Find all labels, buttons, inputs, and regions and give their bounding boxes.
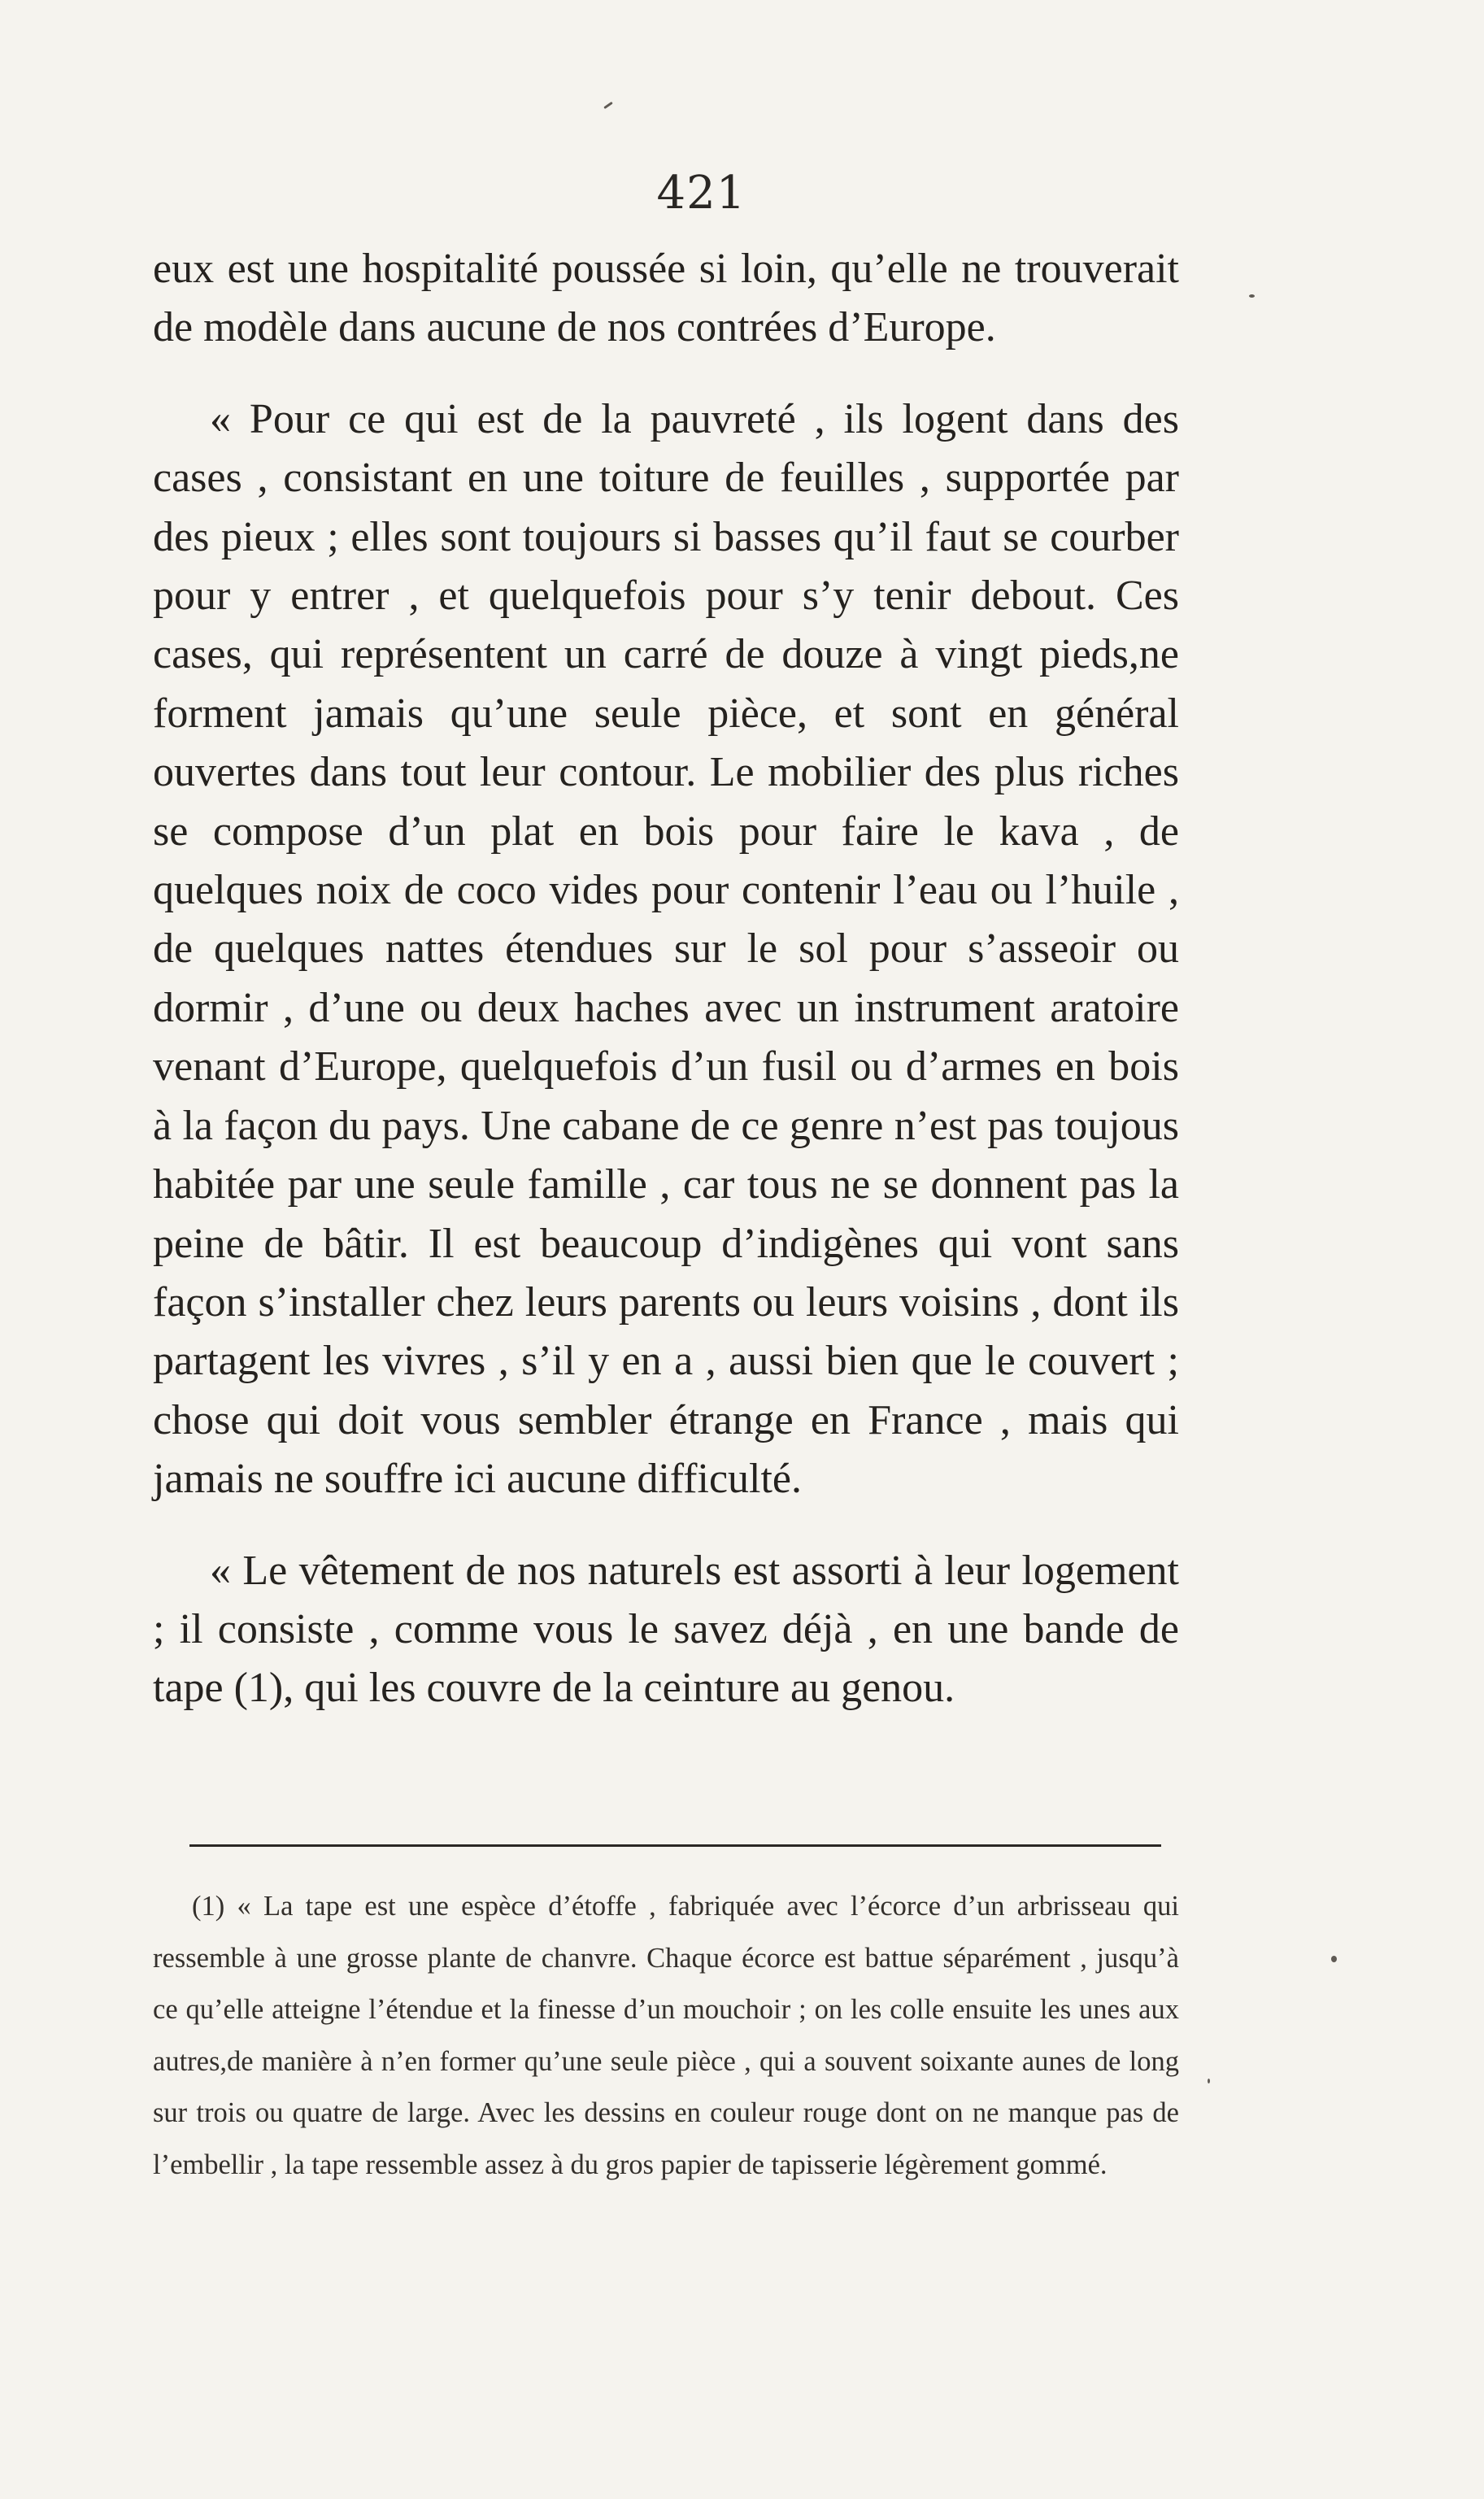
footnote: (1) « La tape est une espèce d’étoffe , fabriquée avec l’écorce d’un arbrisseau qui ressemble à une grosse plante de chanvre. Chaque écorce est battue séparément , jusqu’à ce qu’elle atteigne l’étendue et la finesse d’un mouchoir ; on les colle ensuite les unes aux autres,de manière à n’en former qu’une seule pièce , qui a souvent soixante aunes de long sur trois ou quatre de large. Avec les dessins en couleur rouge dont on ne manque pas de l’embellir , la tape ressemble assez à du gros papier de tapisserie légèrement gommé. <box>153 1891 1179 2180</box>
page-number: 421 <box>656 167 746 220</box>
paper-speck <box>1331 1956 1337 1962</box>
paper-speck <box>1208 2079 1210 2083</box>
footnote-divider <box>189 1844 1161 1847</box>
body-text <box>153 240 1179 1718</box>
paper-speck <box>603 102 613 109</box>
paragraph-2: « Pour ce qui est de la pauvreté , ils logent dans des cases , consistant en une toiture de feuilles , supportée par des pieux ; elles sont toujours si basses qu’il faut se courber pour y entrer , et quelquefois pour s’y tenir debout. Ces cases, qui représentent un carré de douze à vingt pieds,ne forment jamais qu’une seule pièce, et sont en général ouvertes dans tout leur contour. Le mobilier des plus riches se compose d’un plat en bois pour faire le kava , de quelques noix de coco vides pour contenir l’eau ou l’huile , de quelques nattes étendues sur le sol pour s’asseoir ou dormir , d’une ou deux haches avec un instrument aratoire venant d’Europe, quelquefois d’un fusil ou d’armes en bois à la façon du pays. Une cabane de ce genre n’est pas toujous habitée par une seule famille , car tous ne se donnent pas la peine de bâtir. Il est beaucoup d’indigènes qui vont sans façon s’installer chez leurs parents ou leurs voisins , dont ils partagent les vivres , s’il y en a , aussi bien que le couvert ; chose qui doit vous sembler étrange en France , mais qui jamais ne souffre ici aucune difficulté. <box>153 395 1179 1503</box>
paper-speck <box>1249 294 1255 298</box>
paragraph-1: eux est une hospitalité poussée si loin, qu’elle ne trouverait de modèle dans aucune de nos contrées d’Europe. <box>153 246 1179 351</box>
paragraph-3: « Le vêtement de nos naturels est assorti à leur logement ; il consiste , comme vous le savez déjà , en une bande de tape (1), qui les couvre de la ceinture au genou. <box>153 1547 1179 1712</box>
